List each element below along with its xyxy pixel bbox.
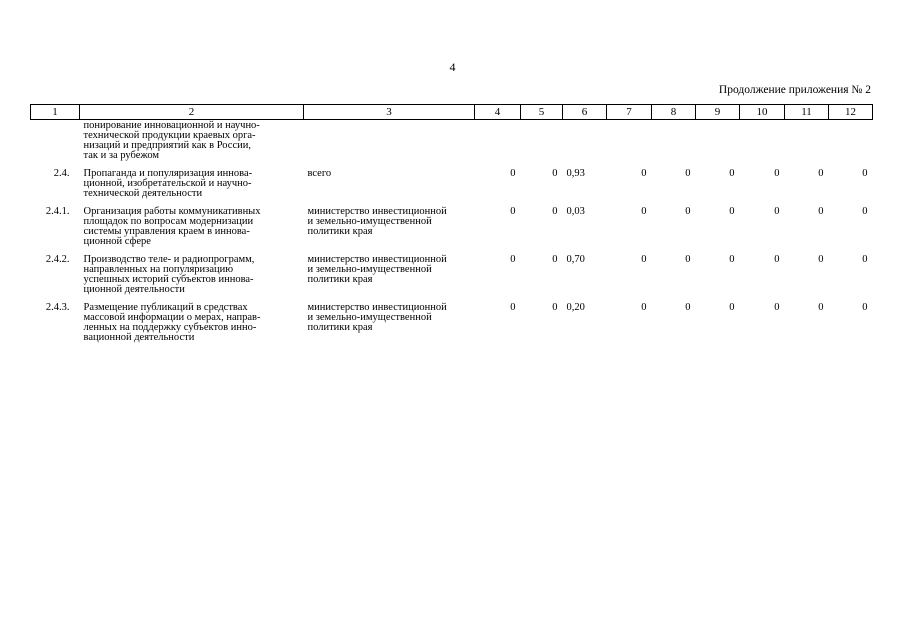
table-row xyxy=(31,169,873,207)
row-value-col10: 0 xyxy=(774,206,780,217)
row-value-col6: 0,03 xyxy=(566,206,585,217)
continuation-caption: Продолжение приложения № 2 xyxy=(718,84,871,96)
row-value-col5: 0 xyxy=(552,206,558,217)
table-row xyxy=(31,207,873,255)
row-value-col8: 0 xyxy=(685,302,691,313)
row-value-col10: 0 xyxy=(774,254,780,265)
col-header-4: 4 xyxy=(475,105,521,120)
row-value-col9: 0 xyxy=(729,168,735,179)
program-table xyxy=(30,104,873,351)
row-executor: всего xyxy=(307,168,332,179)
row-executor: министерство инвестиционной и земельно-имущественной политики края xyxy=(307,302,447,333)
col-header-2: 2 xyxy=(80,105,304,120)
row-value-col12: 0 xyxy=(862,302,868,313)
table-row xyxy=(31,303,873,351)
row-value-col8: 0 xyxy=(685,168,691,179)
row-code: 2.4.1. xyxy=(45,206,70,217)
row-value-col11: 0 xyxy=(818,302,824,313)
row-code: 2.4.2. xyxy=(45,254,70,265)
row-description: Производство теле- и радиопрограмм, направленных на популяризацию успешных историй субъектов иннова- ционной деятельности xyxy=(83,254,255,295)
col-header-6: 6 xyxy=(563,105,607,120)
row-value-col8: 0 xyxy=(685,254,691,265)
row-value-col5: 0 xyxy=(552,302,558,313)
row-value-col12: 0 xyxy=(862,254,868,265)
row-value-col7: 0 xyxy=(641,168,647,179)
row-code: 2.4. xyxy=(53,168,70,179)
row-executor: министерство инвестиционной и земельно-имущественной политики края xyxy=(307,206,447,237)
col-header-1: 1 xyxy=(31,105,80,120)
row-value-col11: 0 xyxy=(818,206,824,217)
row-value-col12 xyxy=(829,120,873,170)
row-value-col4 xyxy=(475,120,521,170)
row-value-col9 xyxy=(696,120,740,170)
row-value-col5: 0 xyxy=(552,254,558,265)
row-value-col5 xyxy=(521,120,563,170)
col-header-5: 5 xyxy=(521,105,563,120)
row-value-col11: 0 xyxy=(818,168,824,179)
row-executor xyxy=(304,120,475,170)
row-value-col7: 0 xyxy=(641,254,647,265)
row-executor: министерство инвестиционной и земельно-имущественной политики края xyxy=(307,254,447,285)
row-value-col4: 0 xyxy=(510,168,516,179)
col-header-12: 12 xyxy=(829,105,873,120)
row-value-col4: 0 xyxy=(510,206,516,217)
table-row xyxy=(31,255,873,303)
row-value-col6: 0,20 xyxy=(566,302,585,313)
row-value-col10: 0 xyxy=(774,168,780,179)
row-value-col11: 0 xyxy=(818,254,824,265)
table-row xyxy=(31,120,873,170)
row-value-col6: 0,70 xyxy=(566,254,585,265)
col-header-3: 3 xyxy=(304,105,475,120)
col-header-8: 8 xyxy=(652,105,696,120)
row-value-col7 xyxy=(607,120,652,170)
row-value-col10 xyxy=(740,120,785,170)
col-header-11: 11 xyxy=(785,105,829,120)
row-value-col11 xyxy=(785,120,829,170)
page-number: 4 xyxy=(449,60,456,74)
row-value-col9: 0 xyxy=(729,254,735,265)
row-value-col5: 0 xyxy=(552,168,558,179)
header-row xyxy=(31,105,873,120)
row-description: Организация работы коммуникативных площадок по вопросам модернизации системы управления краем в иннова- ционной сфере xyxy=(83,206,261,247)
row-value-col4: 0 xyxy=(510,302,516,313)
row-description: Пропаганда и популяризация иннова- ционной, изобретательской и научно- технической деятельности xyxy=(83,168,253,199)
row-description: понирование инновационной и научно- технической продукции краевых орга- низаций и предприятий как в России, так и за рубежом xyxy=(83,120,260,161)
row-code xyxy=(31,120,80,170)
row-value-col6: 0,93 xyxy=(566,168,585,179)
row-value-col7: 0 xyxy=(641,206,647,217)
row-value-col7: 0 xyxy=(641,302,647,313)
row-value-col8 xyxy=(652,120,696,170)
row-code: 2.4.3. xyxy=(45,302,70,313)
col-header-9: 9 xyxy=(696,105,740,120)
row-value-col4: 0 xyxy=(510,254,516,265)
row-value-col8: 0 xyxy=(685,206,691,217)
row-description: Размещение публикаций в средствах массовой информации о мерах, направ- ленных на поддержку субъектов инно- вационной деятельности xyxy=(83,302,261,343)
row-value-col10: 0 xyxy=(774,302,780,313)
row-value-col9: 0 xyxy=(729,206,735,217)
col-header-7: 7 xyxy=(607,105,652,120)
row-value-col6 xyxy=(563,120,607,170)
row-value-col12: 0 xyxy=(862,206,868,217)
table-body xyxy=(31,120,873,352)
col-header-10: 10 xyxy=(740,105,785,120)
row-value-col12: 0 xyxy=(862,168,868,179)
row-value-col9: 0 xyxy=(729,302,735,313)
